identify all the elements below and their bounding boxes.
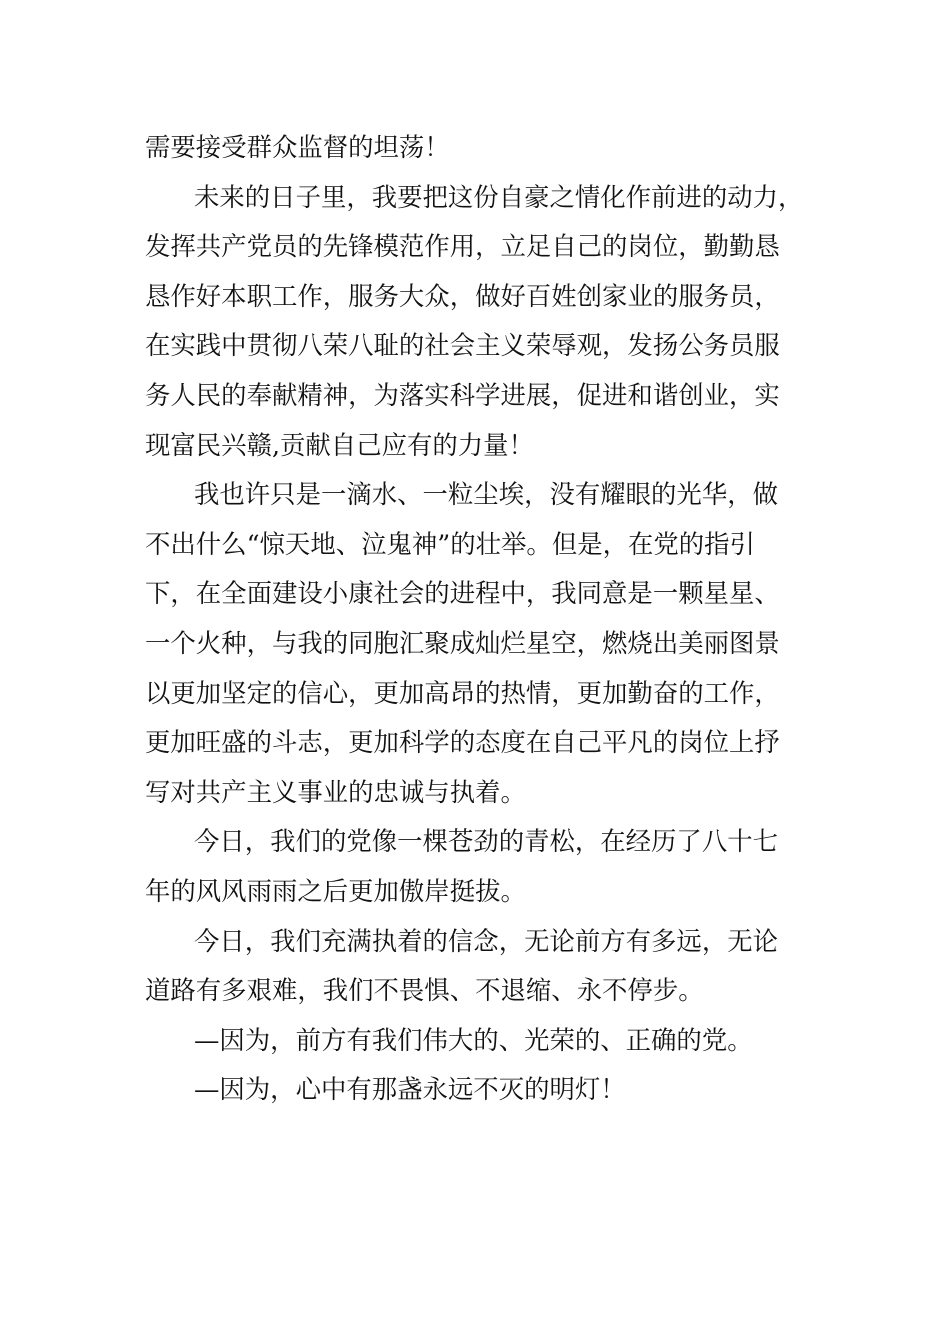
text-line: 发挥共产党员的先锋模范作用，立足自己的岗位，勤勤恳 (145, 231, 780, 262)
paragraph-because-lamp (145, 1065, 835, 1115)
paragraph-belief (145, 917, 835, 1016)
paragraph-future (145, 173, 835, 471)
text-line: —因为，前方有我们伟大的、光荣的、正确的党。 (194, 1024, 753, 1055)
paragraph-drop-of-water (145, 470, 835, 817)
text-line: 下，在全面建设小康社会的进程中，我同意是一颗星星、 (145, 578, 780, 609)
document-body (145, 123, 835, 1115)
text-line: 年的风风雨雨之后更加傲岸挺拔。 (145, 875, 526, 906)
text-line: 现富民兴赣,贡献自己应有的力量！ (145, 429, 534, 460)
text-line: 务人民的奉献精神，为落实科学进展，促进和谐创业，实 (145, 379, 780, 410)
text-line: —因为，心中有那盏永远不灭的明灯！ (194, 1074, 626, 1105)
paragraph-because-party (145, 1016, 835, 1066)
text-line: 更加旺盛的斗志，更加科学的态度在自己平凡的岗位上抒 (145, 727, 780, 758)
text-line: 在实践中贯彻八荣八耻的社会主义荣辱观，发扬公务员服 (145, 330, 780, 361)
text-line: 写对共产主义事业的忠诚与执着。 (145, 776, 526, 807)
text-line: 今日，我们的党像一棵苍劲的青松，在经历了八十七 (194, 826, 778, 857)
text-line: 道路有多艰难，我们不畏惧、不退缩、永不停步。 (145, 975, 704, 1006)
paragraph-pine (145, 817, 835, 916)
text-line: 今日，我们充满执着的信念，无论前方有多远，无论 (194, 925, 778, 956)
text-line: 我也许只是一滴水、一粒尘埃，没有耀眼的光华，做 (194, 479, 778, 510)
text-line: 不出什么“惊天地、泣鬼神”的壮举。但是，在党的指引 (145, 528, 755, 559)
text-line: 需要接受群众监督的坦荡！ (145, 132, 450, 162)
text-line: 以更加坚定的信心，更加高昂的热情，更加勤奋的工作， (145, 677, 780, 708)
text-line: 恳作好本职工作，服务大众，做好百姓创家业的服务员， (145, 280, 780, 311)
text-line: 未来的日子里，我要把这份自豪之情化作前进的动力， (194, 181, 804, 212)
text-line: 一个火种，与我的同胞汇聚成灿烂星空，燃烧出美丽图景 (145, 627, 780, 658)
paragraph-continuation (145, 123, 835, 173)
